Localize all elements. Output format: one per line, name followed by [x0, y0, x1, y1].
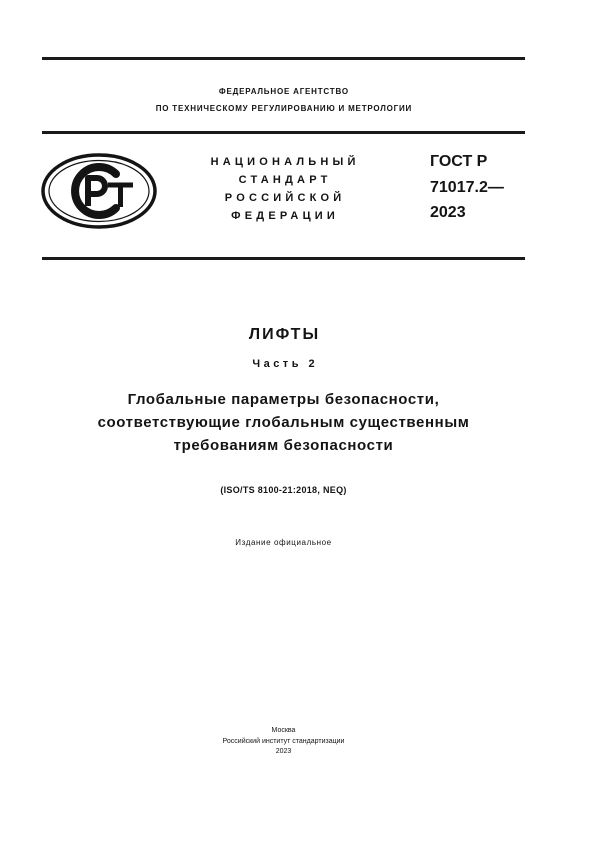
agency-block [42, 83, 525, 117]
document-title: ЛИФТЫ [248, 326, 321, 343]
subtitle-line-3: требованиям безопасности [173, 437, 394, 454]
header-rule [42, 131, 525, 134]
part-label: Часть 2 [252, 358, 319, 370]
edition-note: Издание официальное [235, 538, 332, 547]
designation-line-1: НАЦИОНАЛЬНЫЙ [210, 156, 360, 168]
title-rule [42, 257, 525, 260]
imprint-publisher: Российский институт стандартизации [222, 737, 345, 745]
designation-line-4: ФЕДЕРАЦИИ [231, 210, 340, 222]
iso-reference: (ISO/TS 8100-21:2018, NEQ) [220, 485, 347, 495]
top-rule [42, 57, 525, 60]
standard-year: 2023 [430, 204, 466, 221]
designation-line-3: РОССИЙСКОЙ [224, 192, 346, 204]
standard-number: 71017.2— [430, 178, 504, 196]
designation-line-2: СТАНДАРТ [238, 174, 332, 186]
imprint-block [42, 726, 525, 758]
agency-line-1: ФЕДЕРАЛЬНОЕ АГЕНТСТВО [218, 87, 349, 96]
subtitle-line-1: Глобальные параметры безопасности, [127, 391, 440, 408]
subtitle-line-2: соответствующие глобальным существенным [97, 414, 470, 431]
standard-prefix: ГОСТ Р [430, 153, 488, 170]
imprint-city: Москва [271, 727, 296, 734]
standard-designation [183, 153, 383, 225]
imprint-year: 2023 [275, 748, 292, 755]
agency-line-2: ПО ТЕХНИЧЕСКОМУ РЕГУЛИРОВАНИЮ И МЕТРОЛОГИИ [155, 104, 413, 113]
gost-r-logo-icon [40, 152, 160, 232]
document-subtitle [42, 388, 525, 457]
standard-code [430, 149, 504, 226]
